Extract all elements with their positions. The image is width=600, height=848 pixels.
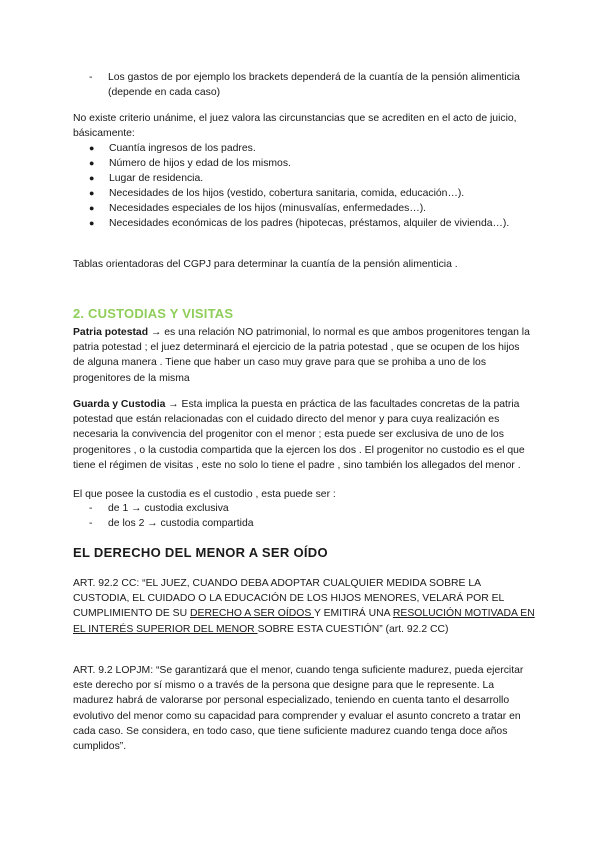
dash-marker: - xyxy=(89,503,93,514)
art-9-paragraph: ART. 9.2 LOPJM: “Se garantizará que el menor, cuando tenga suficiente madurez, pueda ejercitar este derecho por sí mismo o a través de la persona que designe para que le represente. La madurez habrá de valorarse por personal especializado, teniendo en cuenta tanto el desarrollo evolutivo del menor como su capacidad para comprender y evaluar el asunto concreto a tratar en cada caso. Se considera, en todo caso, que tiene suficiente madurez cuando tenga doce años cumplidos”. xyxy=(73,665,524,753)
art-92-text: SOBRE ESTA CUESTIÓN” (art. 92.2 CC) xyxy=(257,623,449,635)
bullet-marker: ● xyxy=(89,188,95,198)
bullet-item xyxy=(89,156,529,171)
dash-list-item xyxy=(89,516,529,531)
dash-marker: - xyxy=(89,518,93,529)
art-92-underlined-text: RESOLUCIÓN MOTIVADA EN EL INTERÉS SUPERIOR DEL MENOR xyxy=(73,608,535,635)
dash-item-text: de los 2 → custodia compartida xyxy=(108,518,254,529)
dash-marker: - xyxy=(89,72,93,83)
bullet-marker: ● xyxy=(89,143,95,153)
guarda-custodia-text: → Esta implica la puesta en práctica de las facultades concretas de la patria potestad que están relacionadas con el cuidado directo del menor y para cuya realización es necesaria la convivencia del progenitor con el menor ; esta puede ser exclusiva de uno de los progenitores , o la custodia compartida que la ejercen los dos . El progenitor no custodio es el que tiene el régimen de visitas , este no solo lo tiene el padre , sino también los allegados del menor . xyxy=(73,399,525,471)
section-heading: 2. CUSTODIAS Y VISITAS xyxy=(73,306,234,321)
bullet-item xyxy=(89,171,529,186)
dash-item-text: Los gastos de por ejemplo los brackets dependerá de la cuantía de la pensión alimenticia (depende en cada caso) xyxy=(108,72,520,99)
custodio-paragraph: El que posee la custodia es el custodio , esta puede ser : xyxy=(73,489,336,500)
bullet-marker: ● xyxy=(89,173,95,183)
bullet-text: Cuantía ingresos de los padres. xyxy=(109,143,256,154)
bullet-marker: ● xyxy=(89,158,95,168)
bullet-text: Necesidades especiales de los hijos (minusvalías, enfermedades…). xyxy=(109,203,427,214)
bullet-item xyxy=(89,186,529,201)
patria-potestad-term: Patria potestad xyxy=(73,327,149,338)
patria-potestad-text: → es una relación NO patrimonial, lo normal es que ambos progenitores tengan la patria potestad ; el juez determinará el ejercicio de la patria potestad , que se ocupen de los hijos de alguna manera . Tiene que haber un caso muy grave para que se prohiba a uno de los progenitores de la misma xyxy=(73,327,530,384)
criterio-paragraph: No existe criterio unánime, el juez valora las circunstancias que se acrediten en el acto de juicio, básicamente: xyxy=(73,113,517,140)
bullet-item xyxy=(89,201,529,216)
bullet-marker: ● xyxy=(89,203,95,213)
guarda-custodia-paragraph xyxy=(73,397,533,473)
art-92-text: ART. 92.2 CC: “EL JUEZ, CUANDO DEBA ADOPTAR CUALQUIER MEDIDA SOBRE LA CUSTODIA, EL CUIDADO O LA EDUCACIÓN DE LOS HIJOS MENORES, VELARÁ POR EL CUMPLIMIENTO DE SU xyxy=(73,578,504,620)
patria-potestad-paragraph xyxy=(73,325,533,386)
art-92-text: Y EMITIRÁ UNA xyxy=(313,608,393,620)
guarda-custodia-term: Guarda y Custodia xyxy=(73,399,166,410)
art-92-underlined-text: DERECHO A SER OÍDOS xyxy=(190,608,314,620)
bullet-marker: ● xyxy=(89,218,95,228)
bullet-item xyxy=(89,216,529,231)
tablas-paragraph: Tablas orientadoras del CGPJ para determinar la cuantía de la pensión alimenticia . xyxy=(73,259,458,270)
dash-item-text: de 1 → custodia exclusiva xyxy=(108,503,229,514)
bullet-item xyxy=(89,141,529,156)
derecho-heading: EL DERECHO DEL MENOR A SER OÍDO xyxy=(73,545,328,560)
bullet-text: Lugar de residencia. xyxy=(109,173,204,184)
bullet-text: Necesidades de los hijos (vestido, cobertura sanitaria, comida, educación…). xyxy=(109,188,465,199)
dash-list-item xyxy=(89,501,529,516)
bullet-text: Necesidades económicas de los padres (hipotecas, préstamos, alquiler de vivienda…). xyxy=(109,218,510,229)
bullet-text: Número de hijos y edad de los mismos. xyxy=(109,158,291,169)
dash-list-item xyxy=(89,70,529,100)
art-92-paragraph xyxy=(73,576,535,637)
